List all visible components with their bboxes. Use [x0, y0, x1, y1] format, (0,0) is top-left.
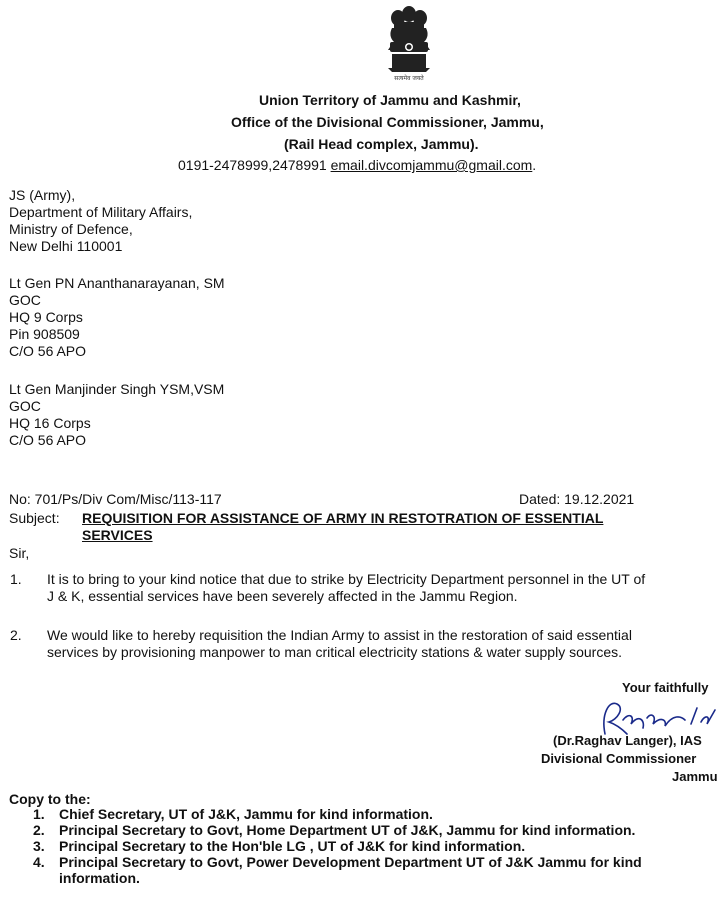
- recipient-block-1: [9, 187, 192, 255]
- paragraph-2: [47, 627, 720, 661]
- recipient-line: New Delhi 110001: [9, 238, 123, 254]
- paragraph-line: J & K, essential services have been severely affected in the Jammu Region.: [47, 588, 518, 604]
- contact-line: [178, 157, 536, 173]
- letter-date: Dated: 19.12.2021: [519, 491, 635, 507]
- list-item: 4. Principal Secretary to Govt, Power Development Department UT of J&K Jammu for kind: [33, 854, 642, 870]
- email-suffix: .: [532, 157, 537, 173]
- subject-line-2: SERVICES: [82, 527, 153, 543]
- recipient-line: C/O 56 APO: [9, 343, 87, 359]
- paragraph-1: [47, 571, 720, 605]
- recipient-line: Lt Gen Manjinder Singh YSM,VSM: [9, 381, 225, 397]
- copy-to-heading: Copy to the:: [9, 791, 91, 807]
- recipient-line: GOC: [9, 398, 41, 414]
- recipient-line: Department of Military Affairs,: [9, 204, 193, 220]
- recipient-line: JS (Army),: [9, 187, 76, 203]
- paragraph-line: It is to bring to your kind notice that due to strike by Electricity Department personnel in the UT of: [47, 571, 646, 587]
- copy-to-list: [33, 806, 642, 886]
- list-item: 1. Chief Secretary, UT of J&K, Jammu for kind information.: [33, 806, 433, 822]
- closing: Your faithfully: [622, 680, 709, 695]
- signatory-name: (Dr.Raghav Langer), IAS: [553, 733, 702, 748]
- recipient-line: C/O 56 APO: [9, 432, 87, 448]
- subject-line-1: REQUISITION FOR ASSISTANCE OF ARMY IN RESTOTRATION OF ESSENTIAL: [82, 510, 604, 526]
- header-line-2: Office of the Divisional Commissioner, Jammu,: [231, 114, 544, 130]
- recipient-line: HQ 9 Corps: [9, 309, 83, 325]
- paragraph-number: 1.: [10, 571, 22, 587]
- recipient-line: Ministry of Defence,: [9, 221, 133, 237]
- recipient-block-3: [9, 381, 224, 449]
- header-line-3: (Rail Head complex, Jammu).: [284, 136, 479, 152]
- phone-numbers: 0191-2478999,2478991: [178, 157, 327, 173]
- recipient-line: Pin 908509: [9, 326, 80, 342]
- list-item: 2. Principal Secretary to Govt, Home Department UT of J&K, Jammu for kind information.: [33, 822, 636, 838]
- subject-label: Subject:: [9, 510, 60, 526]
- ashoka-emblem-icon: [378, 2, 440, 82]
- recipient-line: Lt Gen PN Ananthanarayanan, SM: [9, 275, 225, 291]
- header-line-1: Union Territory of Jammu and Kashmir,: [259, 92, 521, 108]
- recipient-line: HQ 16 Corps: [9, 415, 91, 431]
- recipient-line: GOC: [9, 292, 41, 308]
- paragraph-line: We would like to hereby requisition the Indian Army to assist in the restoration of said essential: [47, 627, 632, 643]
- signatory-place: Jammu: [672, 769, 718, 784]
- emblem-motto: सत्यमेव जयते: [394, 75, 424, 82]
- paragraph-number: 2.: [10, 627, 22, 643]
- salutation: Sir,: [9, 545, 30, 561]
- paragraph-line: services by provisioning manpower to man critical electricity stations & water supply sources.: [47, 644, 623, 660]
- recipient-block-2: [9, 275, 225, 360]
- email-link[interactable]: email.divcomjammu@gmail.com: [330, 157, 533, 173]
- signatory-designation: Divisional Commissioner: [541, 751, 697, 766]
- list-item-continuation: information.: [59, 870, 140, 886]
- reference-number: No: 701/Ps/Div Com/Misc/113-117: [9, 491, 222, 507]
- list-item: 3. Principal Secretary to the Hon'ble LG , UT of J&K for kind information.: [33, 838, 526, 854]
